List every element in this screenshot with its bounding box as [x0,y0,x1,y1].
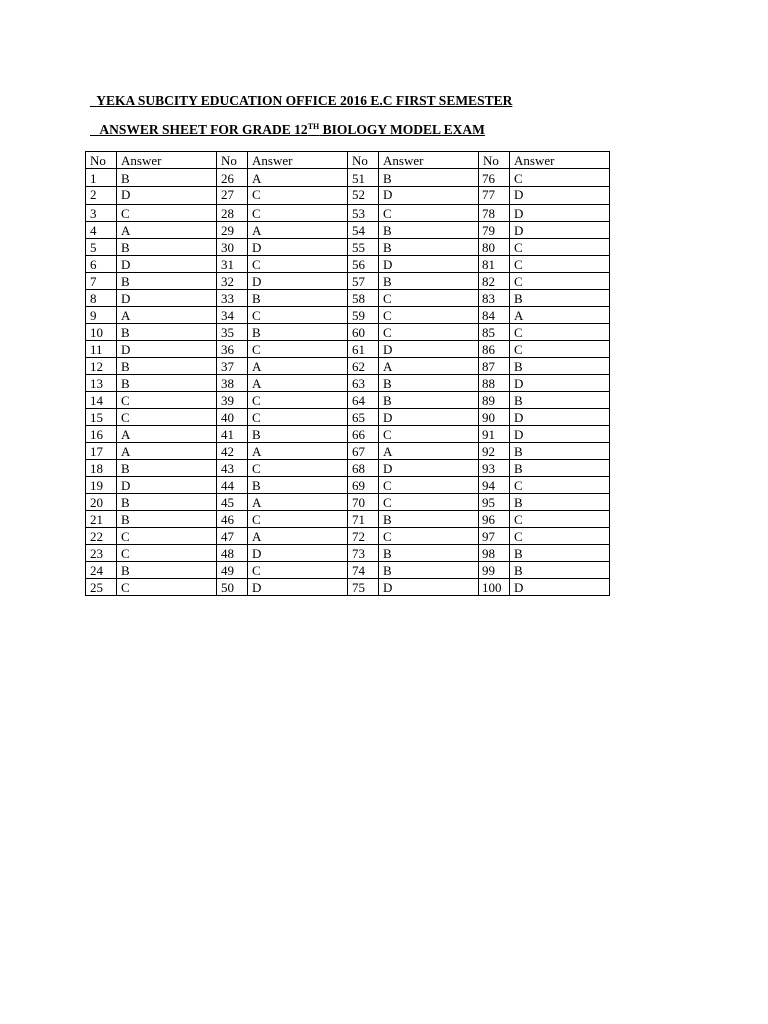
cell-answer-1: B [117,494,217,511]
cell-no-2: 50 [217,579,248,596]
table-row [86,409,610,426]
cell-no-1: 2 [86,187,117,205]
cell-no-4: 82 [479,273,510,290]
cell-answer-4: C [510,511,610,528]
cell-answer-4: D [510,187,610,205]
cell-no-2: 26 [217,169,248,187]
subtitle-prefix: ANSWER SHEET FOR GRADE 12 [99,122,308,137]
table-row [86,477,610,494]
cell-answer-3: D [379,256,479,273]
cell-answer-2: B [248,477,348,494]
cell-no-4: 78 [479,205,510,222]
cell-no-1: 10 [86,324,117,341]
cell-answer-3: D [379,579,479,596]
cell-answer-3: C [379,477,479,494]
cell-no-3: 52 [348,187,379,205]
cell-no-1: 1 [86,169,117,187]
cell-answer-1: B [117,511,217,528]
table-row [86,256,610,273]
cell-answer-2: A [248,169,348,187]
cell-no-3: 73 [348,545,379,562]
cell-no-3: 72 [348,528,379,545]
cell-answer-4: C [510,273,610,290]
cell-no-2: 32 [217,273,248,290]
table-row [86,460,610,477]
cell-answer-3: B [379,169,479,187]
cell-no-1: 5 [86,239,117,256]
table-row [86,169,610,187]
table-row [86,324,610,341]
cell-answer-1: B [117,562,217,579]
table-row [86,358,610,375]
cell-no-4: 76 [479,169,510,187]
cell-no-4: 81 [479,256,510,273]
cell-answer-4: B [510,358,610,375]
cell-no-3: 68 [348,460,379,477]
cell-no-1: 6 [86,256,117,273]
cell-no-2: 43 [217,460,248,477]
cell-answer-4: B [510,494,610,511]
cell-answer-1: D [117,290,217,307]
cell-no-2: 36 [217,341,248,358]
cell-answer-2: A [248,528,348,545]
cell-answer-3: C [379,205,479,222]
cell-answer-3: C [379,307,479,324]
cell-answer-4: C [510,324,610,341]
cell-answer-2: A [248,222,348,239]
cell-no-4: 92 [479,443,510,460]
cell-answer-1: A [117,307,217,324]
cell-no-1: 11 [86,341,117,358]
table-row [86,222,610,239]
cell-answer-2: C [248,341,348,358]
cell-no-1: 8 [86,290,117,307]
cell-no-2: 46 [217,511,248,528]
cell-no-1: 18 [86,460,117,477]
cell-answer-3: A [379,358,479,375]
cell-answer-2: B [248,426,348,443]
cell-answer-3: B [379,222,479,239]
cell-answer-2: A [248,375,348,392]
cell-no-3: 63 [348,375,379,392]
answer-table-body [86,169,610,596]
cell-no-4: 98 [479,545,510,562]
cell-answer-2: C [248,460,348,477]
cell-no-3: 70 [348,494,379,511]
cell-no-3: 51 [348,169,379,187]
cell-no-4: 79 [479,222,510,239]
cell-no-3: 69 [348,477,379,494]
cell-no-3: 62 [348,358,379,375]
cell-answer-4: D [510,579,610,596]
cell-no-2: 48 [217,545,248,562]
cell-answer-1: C [117,409,217,426]
cell-no-4: 85 [479,324,510,341]
cell-no-3: 64 [348,392,379,409]
cell-answer-1: D [117,256,217,273]
cell-no-2: 29 [217,222,248,239]
cell-no-4: 83 [479,290,510,307]
header-answer-2: Answer [248,152,348,169]
cell-no-1: 17 [86,443,117,460]
cell-no-4: 97 [479,528,510,545]
cell-answer-4: B [510,460,610,477]
cell-answer-2: B [248,290,348,307]
cell-answer-4: B [510,562,610,579]
cell-answer-2: C [248,392,348,409]
table-row [86,562,610,579]
cell-no-2: 41 [217,426,248,443]
cell-no-2: 40 [217,409,248,426]
cell-answer-4: A [510,307,610,324]
cell-answer-1: C [117,205,217,222]
cell-no-3: 65 [348,409,379,426]
cell-no-1: 25 [86,579,117,596]
cell-answer-3: D [379,460,479,477]
cell-answer-2: C [248,205,348,222]
cell-no-3: 61 [348,341,379,358]
cell-answer-1: D [117,477,217,494]
table-row [86,239,610,256]
cell-answer-4: B [510,443,610,460]
cell-no-1: 21 [86,511,117,528]
cell-answer-2: C [248,307,348,324]
cell-answer-2: C [248,187,348,205]
header-answer-1: Answer [117,152,217,169]
cell-no-1: 15 [86,409,117,426]
table-row [86,494,610,511]
cell-answer-3: B [379,273,479,290]
cell-answer-3: C [379,290,479,307]
cell-no-4: 94 [479,477,510,494]
cell-answer-1: B [117,239,217,256]
cell-answer-3: B [379,545,479,562]
cell-no-1: 14 [86,392,117,409]
cell-no-4: 93 [479,460,510,477]
cell-no-2: 28 [217,205,248,222]
cell-answer-4: C [510,477,610,494]
table-row [86,307,610,324]
cell-no-4: 89 [479,392,510,409]
cell-answer-1: B [117,169,217,187]
cell-answer-4: C [510,169,610,187]
cell-no-2: 27 [217,187,248,205]
cell-no-3: 59 [348,307,379,324]
cell-answer-2: B [248,324,348,341]
cell-answer-3: D [379,409,479,426]
cell-no-2: 33 [217,290,248,307]
table-row [86,205,610,222]
cell-no-4: 84 [479,307,510,324]
cell-answer-1: C [117,392,217,409]
cell-answer-3: D [379,341,479,358]
cell-answer-1: B [117,324,217,341]
subtitle-lead-space [90,122,99,137]
cell-no-2: 31 [217,256,248,273]
header-no-2: No [217,152,248,169]
cell-answer-2: C [248,409,348,426]
cell-answer-4: D [510,222,610,239]
cell-no-1: 16 [86,426,117,443]
cell-no-2: 30 [217,239,248,256]
cell-no-3: 58 [348,290,379,307]
cell-answer-2: D [248,239,348,256]
cell-no-4: 80 [479,239,510,256]
cell-no-4: 95 [479,494,510,511]
cell-no-3: 60 [348,324,379,341]
cell-answer-4: B [510,545,610,562]
cell-answer-1: D [117,187,217,205]
cell-no-1: 4 [86,222,117,239]
subtitle-suffix: BIOLOGY MODEL EXAM [319,122,485,137]
cell-no-2: 34 [217,307,248,324]
cell-no-3: 75 [348,579,379,596]
table-row [86,187,610,205]
cell-answer-4: D [510,426,610,443]
cell-no-2: 47 [217,528,248,545]
cell-answer-1: D [117,341,217,358]
cell-answer-2: D [248,545,348,562]
title-line-1: YEKA SUBCITY EDUCATION OFFICE 2016 E.C FIRST SEMESTER [96,93,513,108]
cell-no-3: 53 [348,205,379,222]
cell-answer-4: D [510,409,610,426]
table-row [86,273,610,290]
cell-answer-1: B [117,358,217,375]
cell-no-4: 87 [479,358,510,375]
cell-answer-4: C [510,256,610,273]
cell-no-3: 66 [348,426,379,443]
cell-no-1: 12 [86,358,117,375]
cell-answer-4: C [510,239,610,256]
cell-answer-3: B [379,239,479,256]
cell-no-1: 7 [86,273,117,290]
cell-no-1: 22 [86,528,117,545]
cell-answer-2: A [248,443,348,460]
cell-answer-2: D [248,579,348,596]
cell-no-3: 55 [348,239,379,256]
cell-no-2: 49 [217,562,248,579]
cell-no-4: 77 [479,187,510,205]
cell-answer-1: C [117,545,217,562]
cell-no-2: 35 [217,324,248,341]
cell-answer-1: A [117,443,217,460]
cell-answer-4: D [510,375,610,392]
cell-answer-2: C [248,511,348,528]
cell-no-4: 91 [479,426,510,443]
cell-no-2: 42 [217,443,248,460]
cell-answer-1: C [117,579,217,596]
answer-table-header-row [86,152,610,169]
cell-no-4: 96 [479,511,510,528]
cell-answer-3: B [379,392,479,409]
cell-no-4: 100 [479,579,510,596]
cell-no-1: 13 [86,375,117,392]
table-row [86,375,610,392]
table-row [86,579,610,596]
cell-no-2: 39 [217,392,248,409]
cell-answer-2: A [248,358,348,375]
subtitle-superscript: TH [307,122,320,131]
cell-answer-3: C [379,324,479,341]
cell-no-2: 45 [217,494,248,511]
cell-no-4: 86 [479,341,510,358]
cell-answer-3: B [379,562,479,579]
table-row [86,443,610,460]
cell-no-4: 90 [479,409,510,426]
cell-answer-3: C [379,494,479,511]
cell-answer-3: B [379,511,479,528]
cell-answer-4: C [510,341,610,358]
cell-answer-3: C [379,528,479,545]
cell-no-1: 19 [86,477,117,494]
table-row [86,392,610,409]
cell-no-1: 23 [86,545,117,562]
cell-answer-2: C [248,256,348,273]
document-title [90,93,512,109]
cell-answer-4: B [510,290,610,307]
cell-answer-1: B [117,375,217,392]
cell-no-2: 37 [217,358,248,375]
table-row [86,290,610,307]
cell-no-3: 57 [348,273,379,290]
cell-answer-1: B [117,273,217,290]
cell-answer-3: A [379,443,479,460]
table-row [86,341,610,358]
cell-no-2: 38 [217,375,248,392]
cell-no-3: 54 [348,222,379,239]
cell-answer-1: A [117,222,217,239]
cell-answer-3: B [379,375,479,392]
cell-no-1: 20 [86,494,117,511]
cell-answer-4: B [510,392,610,409]
table-row [86,511,610,528]
cell-no-2: 44 [217,477,248,494]
answer-table [85,151,610,596]
table-row [86,426,610,443]
cell-answer-2: C [248,562,348,579]
cell-no-4: 88 [479,375,510,392]
cell-answer-2: D [248,273,348,290]
cell-answer-4: C [510,528,610,545]
cell-no-3: 71 [348,511,379,528]
cell-no-3: 74 [348,562,379,579]
cell-answer-4: D [510,205,610,222]
cell-answer-3: D [379,187,479,205]
header-answer-4: Answer [510,152,610,169]
cell-answer-3: C [379,426,479,443]
cell-no-1: 3 [86,205,117,222]
document-subtitle [90,122,485,138]
cell-no-1: 9 [86,307,117,324]
cell-no-3: 56 [348,256,379,273]
cell-no-1: 24 [86,562,117,579]
header-no-1: No [86,152,117,169]
cell-no-4: 99 [479,562,510,579]
cell-answer-1: A [117,426,217,443]
cell-answer-1: B [117,460,217,477]
header-no-4: No [479,152,510,169]
cell-no-3: 67 [348,443,379,460]
cell-answer-1: C [117,528,217,545]
table-row [86,545,610,562]
cell-answer-2: A [248,494,348,511]
header-no-3: No [348,152,379,169]
table-row [86,528,610,545]
header-answer-3: Answer [379,152,479,169]
